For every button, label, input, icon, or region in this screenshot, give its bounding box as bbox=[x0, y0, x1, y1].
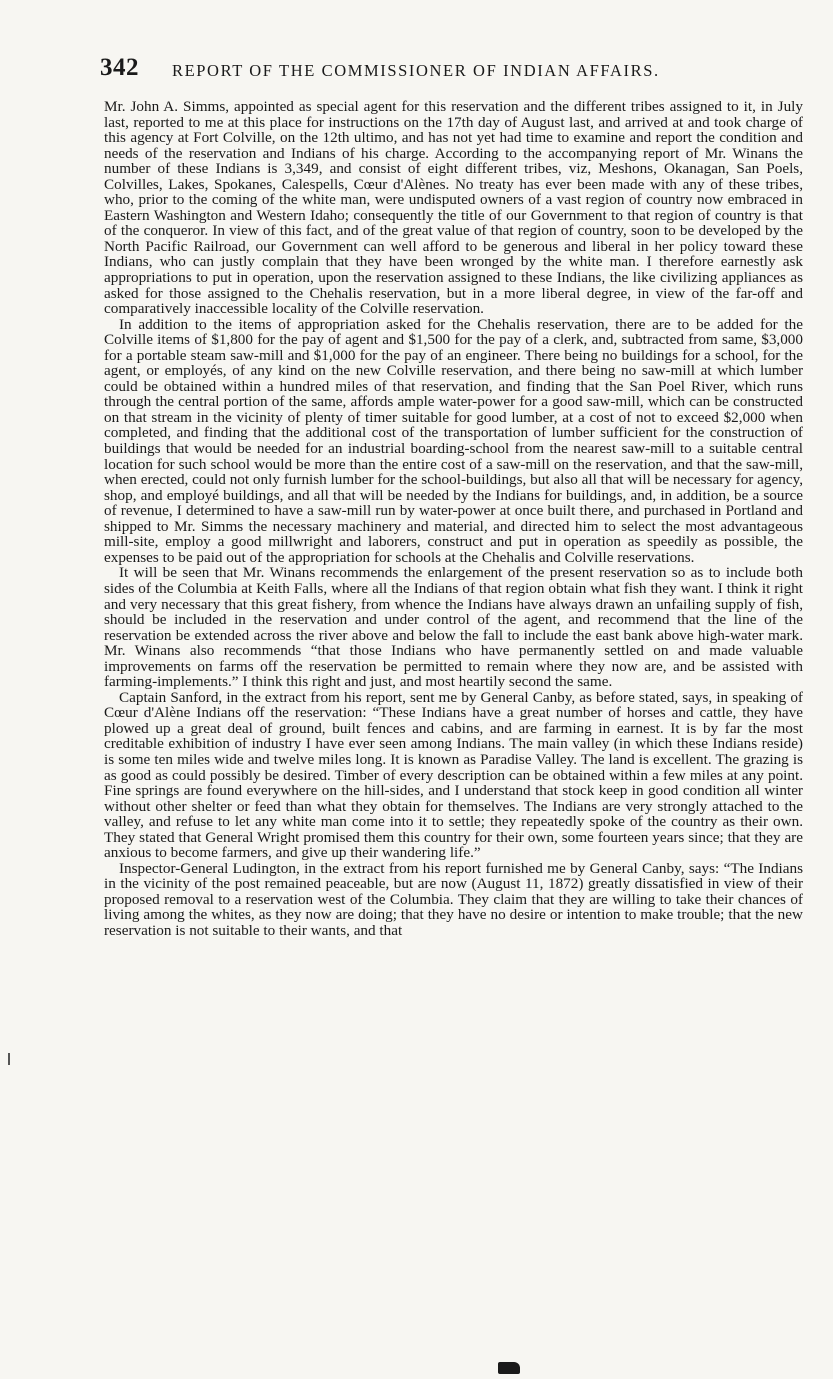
page-number: 342 bbox=[100, 54, 139, 81]
page-header bbox=[100, 50, 800, 84]
print-blot-mark bbox=[498, 1362, 520, 1374]
paragraph: Captain Sanford, in the extract from his report, sent me by General Canby, as before stated, says, in speaking of Cœur d'Alène Indians off the reservation: “These Indians have a great number of horses and cattle, they have plowed up a great deal of ground, built fences and cabins, and are farming in earnest. It is by far the most creditable exhibition of industry I have ever seen among Indians. The main valley (in which these Indians reside) is some ten miles wide and twelve miles long. It is known as Paradise Valley. The land is excellent. The grazing is as good as could possibly be desired. Timber of every description can be obtained within a few miles at any point. Fine springs are found everywhere on the hill-sides, and I understand that stock keep in good condition all winter without other shelter or feed than what they obtain for themselves. The Indians are very strongly attached to the valley, and refuse to let any white man come into it to settle; they repeatedly spoke of the country as their own. They stated that General Wright promised them this country for their own, some fourteen years since; that they are anxious to become farmers, and give up their wandering life.” bbox=[104, 688, 803, 862]
paragraph: In addition to the items of appropriation asked for the Chehalis reservation, there are to be added for the Colville items of $1,800 for the pay of agent and $1,500 for the pay of a clerk, and, subtracted from same, $3,000 for a portable steam saw-mill and $1,000 for the pay of an engineer. There being no buildings for a school, for the agent, or employés, of any kind on the new Colville reservation, and there being no saw-mill at which lumber could be obtained within a hundred miles of that reservation, and finding that the San Poel River, which runs through the central portion of the same, affords ample water-power for a good saw-mill, which can be constructed on that stream in the vicinity of plenty of timer suitable for good lumber, at a cost of not to exceed $2,000 when completed, and finding that the additional cost of the transportation of lumber sufficient for the construction of buildings that would be needed for an industrial boarding-school from the nearest saw-mill to a suitable central location for such school would be more than the entire cost of a saw-mill on the reservation, and that the saw-mill, when erected, could not only furnish lumber for the school-buildings, but also all that will be necessary for agency, shop, and employé buildings, and all that will be needed by the Indians for buildings, and, in addition, be a source of revenue, I determined to have a saw-mill run by water-power at once built there, and purchased in Portland and shipped to Mr. Simms the necessary machinery and material, and directed him to select the most advantageous mill-site, employ a good millwright and laborers, construct and put in operation as speedily as possible, the expenses to be paid out of the appropriation for schools at the Chehalis and Colville reservations. bbox=[104, 315, 803, 566]
paragraph: Mr. John A. Simms, appointed as special agent for this reservation and the different tribes assigned to it, in July last, reported to me at this place for instructions on the 17th day of August last, and arrived at and took charge of this agency at Fort Colville, on the 12th ultimo, and has not yet had time to examine and report the condition and needs of the reservation and Indians of his charge. According to the accompanying report of Mr. Winans the number of these Indians is 3,349, and consist of eight different tribes, viz, Meshons, Okanagan, San Poels, Colvilles, Lakes, Spokanes, Calespells, Cœur d'Alènes. No treaty has ever been made with any of these tribes, who, prior to the coming of the white man, were undisputed owners of a vast region of country now embraced in Eastern Washington and Western Idaho; consequently the title of our Government to that region of country is that of the conqueror. In view of this fact, and of the great value of that region of country, soon to be developed by the North Pacific Railroad, our Government can well afford to be generous and liberal in her policy toward these Indians, who can justly complain that they have been wronged by the white man. I therefore earnestly ask appropriations to put in operation, upon the reservation assigned to these Indians, the like civilizing appliances as asked for those assigned to the Chehalis reservation, but in a more liberal degree, in view of the far-off and comparatively inaccessible locality of the Colville reservation. bbox=[104, 98, 803, 318]
body-text bbox=[104, 99, 803, 939]
margin-mark bbox=[8, 1053, 10, 1065]
paragraph: Inspector-General Ludington, in the extract from his report furnished me by General Canby, says: “The Indians in the vicinity of the post remained peaceable, but are now (August 11, 1872) greatly dissatisfied in view of their proposed removal to a reservation west of the Columbia. They claim that they are willing to take their chances of living among the whites, as they now are doing; that they have no desire or intention to make trouble; that the new reservation is not suitable to their wants, and that bbox=[104, 859, 803, 939]
running-title: REPORT OF THE COMMISSIONER OF INDIAN AFFAIRS. bbox=[172, 61, 660, 80]
paragraph: It will be seen that Mr. Winans recommends the enlargement of the present reservation so as to include both sides of the Columbia at Keith Falls, where all the Indians of that region obtain what fish they want. I think it right and very necessary that this great fishery, from whence the Indians have always drawn an unfailing supply of fish, should be included in the reservation and under control of the agent, and recommend that the line of the reservation be extended across the river above and below the fall to include the east bank above high-water mark. Mr. Winans also recommends “that those Indians who have permanently settled on and made valuable improvements on farms off the reservation be permitted to remain where they now are, and be assisted with farming-implements.” I think this right and just, and most heartily second the same. bbox=[104, 564, 803, 691]
